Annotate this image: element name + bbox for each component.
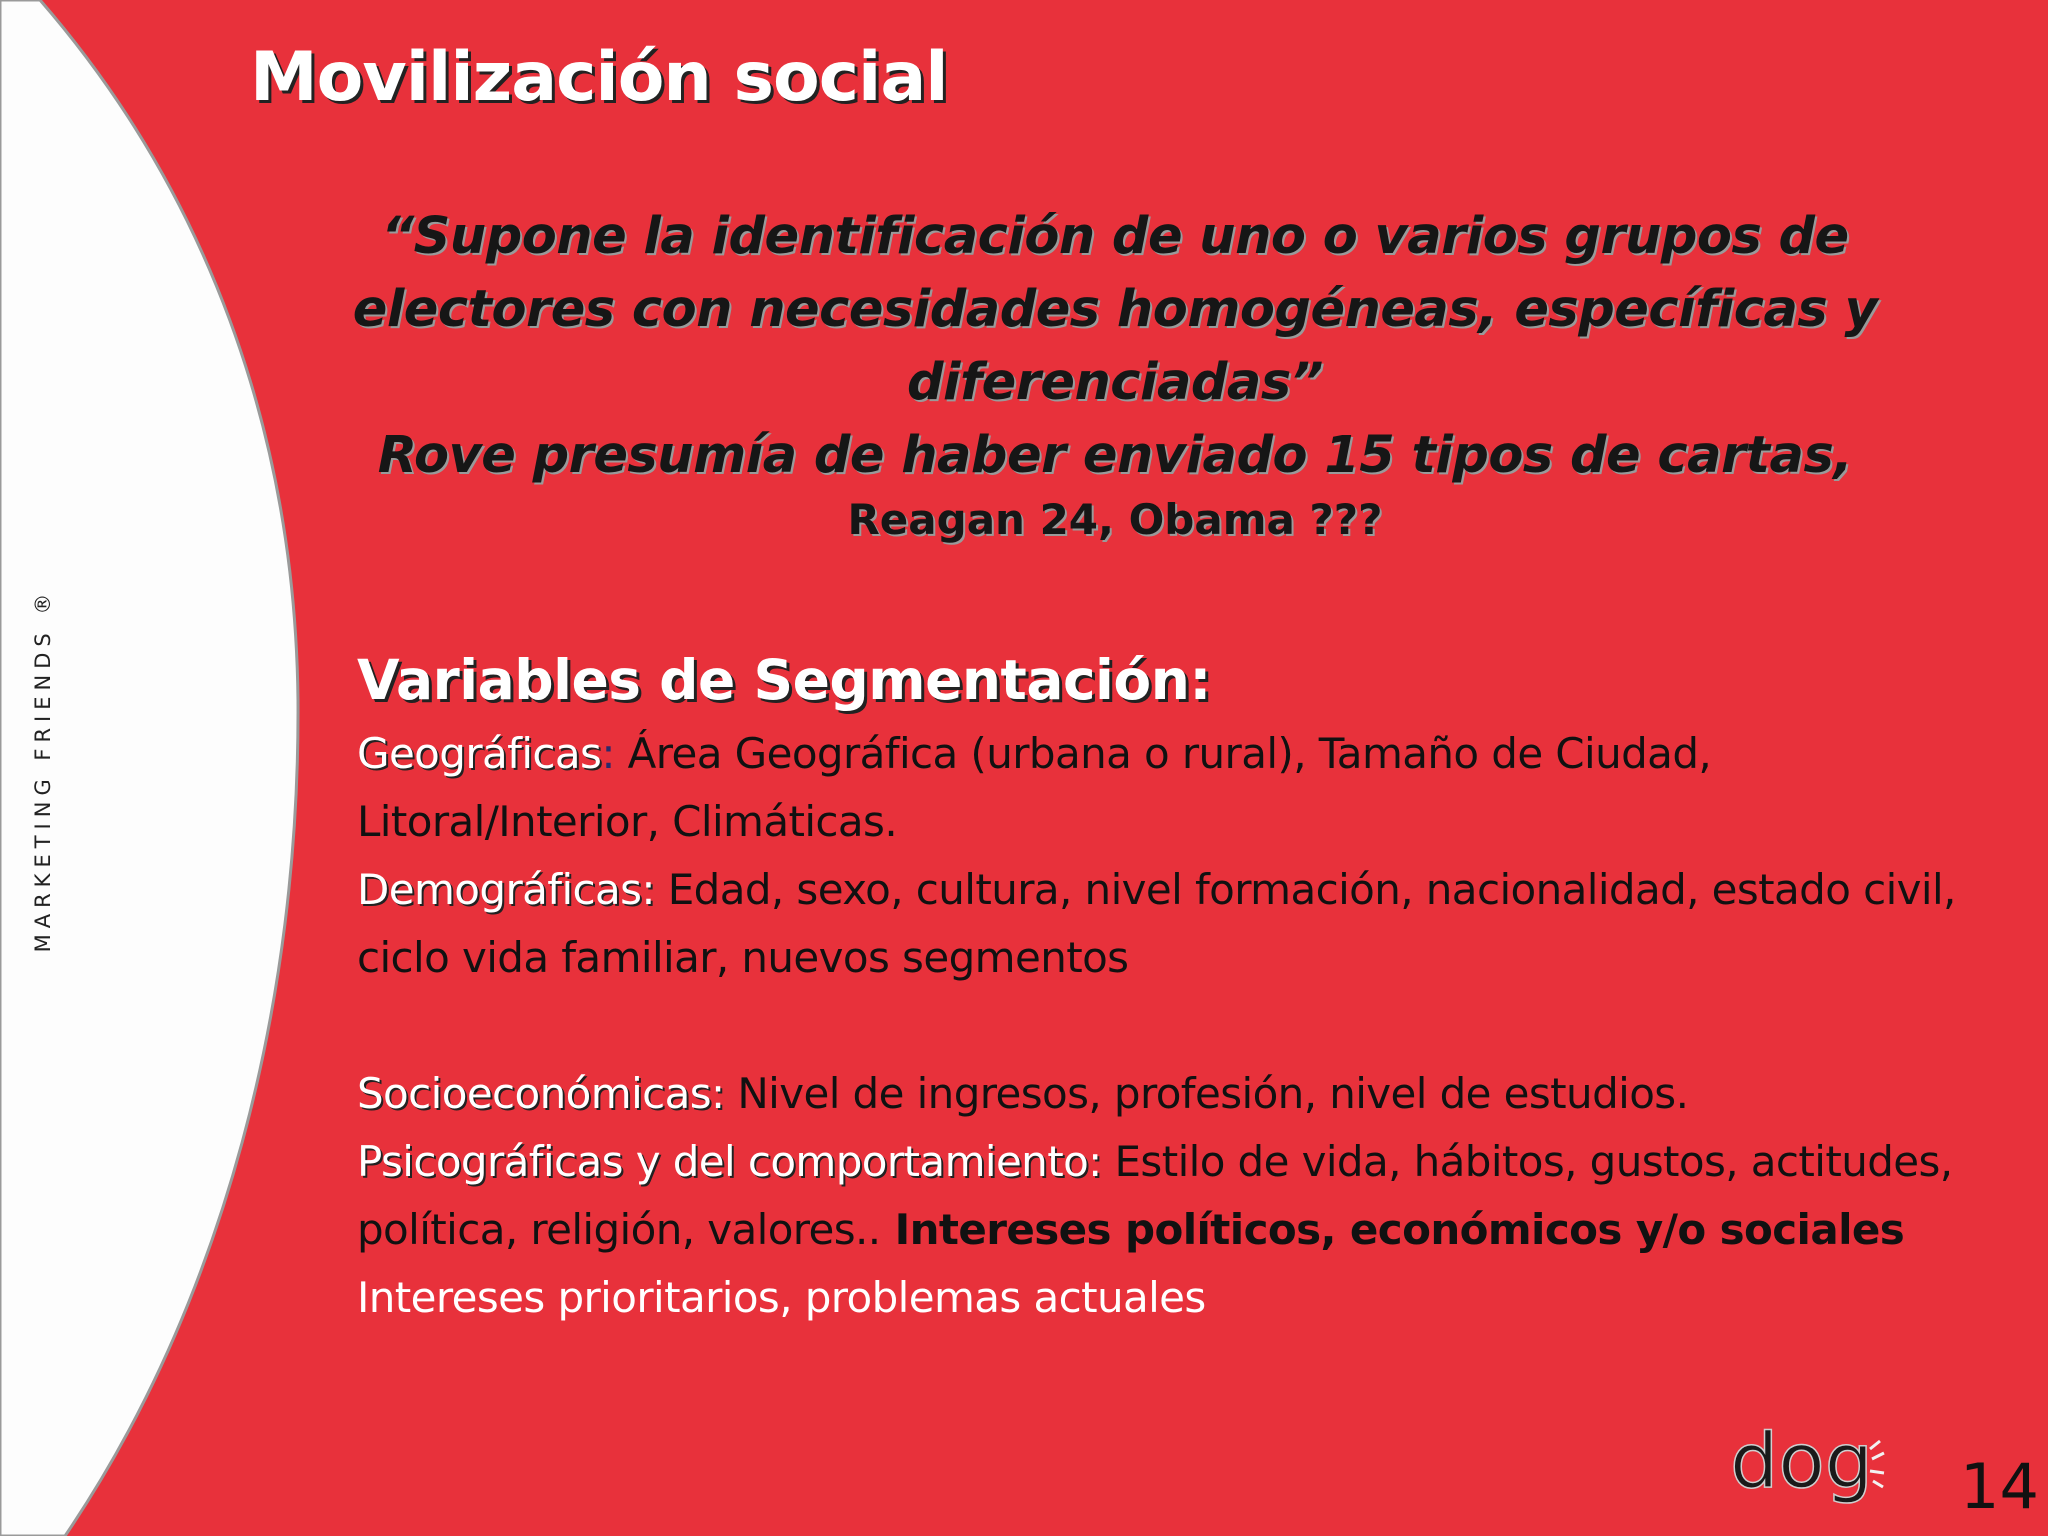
demographic-variables: [357, 856, 1997, 992]
socioeconomic-variables: [357, 1060, 1997, 1128]
psychographic-variables: [357, 1128, 1997, 1264]
variables-heading: Variables de Segmentación:: [357, 648, 1211, 712]
quote-line: Rove presumía de haber enviado 15 tipos de cartas,: [377, 426, 1853, 485]
socio-label: Socioeconómicas:: [357, 1069, 725, 1118]
page-number: 14: [1960, 1450, 2039, 1523]
spacer: [357, 992, 1997, 1060]
logo-wordmark: dog: [1730, 1425, 1873, 1505]
geo-text: Área Geográfica (urbana o rural), Tamaño de Ciudad, Litoral/Interior, Climáticas.: [357, 729, 1712, 846]
slide-title: Movilización social: [250, 38, 948, 117]
geo-label: Geográficas: [357, 729, 602, 778]
dog-logo: [1730, 1425, 1890, 1515]
geo-colon: :: [601, 729, 615, 778]
quote-line: diferenciadas”: [906, 353, 1324, 412]
quote-line: “Supone la identificación de uno o varios grupos de: [381, 207, 1849, 266]
socio-text: Nivel de ingresos, profesión, nivel de estudios.: [724, 1069, 1689, 1118]
segmentation-variables: [357, 640, 1997, 1332]
demo-label: Demográficas:: [357, 865, 655, 914]
quote-note: Reagan 24, Obama ???: [847, 495, 1383, 544]
geographic-variables: [357, 720, 1997, 856]
side-brand-label: MARKETING FRIENDS ®: [31, 587, 55, 953]
quote-block: [300, 200, 1930, 548]
psico-bold-text: Intereses políticos, económicos y/o sociales: [880, 1205, 1905, 1254]
quote-line: electores con necesidades homogéneas, específicas y: [352, 280, 1878, 339]
psico-label: Psicográficas y del comportamiento:: [357, 1137, 1102, 1186]
psico-text: Estilo de vida, hábitos, gustos, actitudes, política, religión, valores..: [357, 1137, 1953, 1254]
priority-interests: Intereses prioritarios, problemas actuales: [357, 1273, 1206, 1322]
demo-text: Edad, sexo, cultura, nivel formación, nacionalidad, estado civil, ciclo vida familiar, nuevos segmentos: [357, 865, 1956, 982]
